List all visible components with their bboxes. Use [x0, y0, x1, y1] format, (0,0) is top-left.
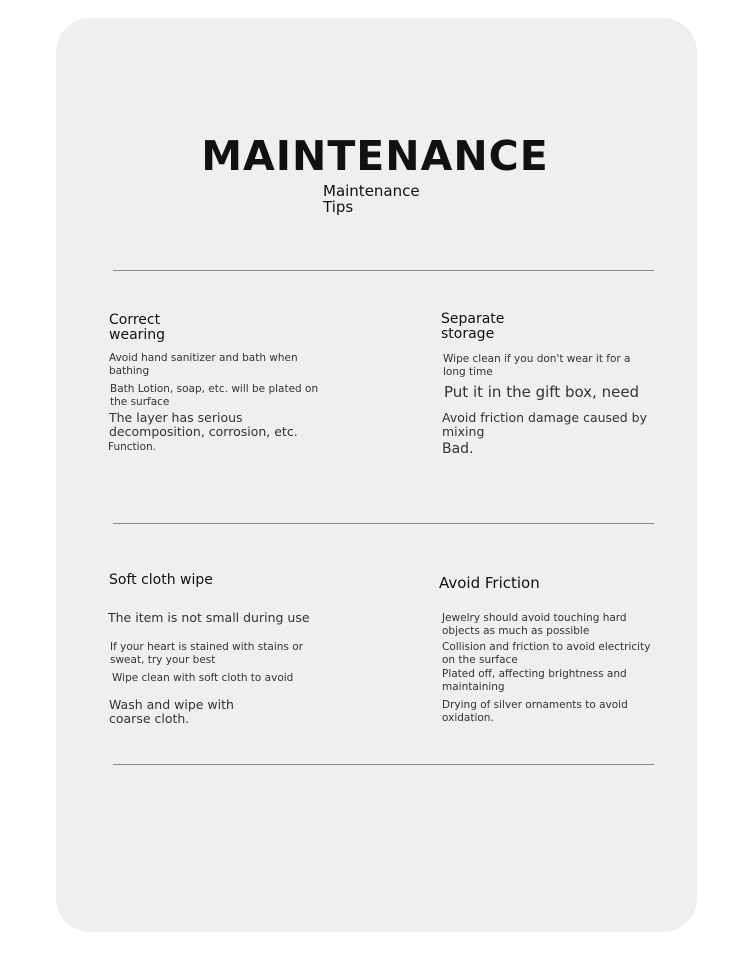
avoid-friction-text-1: Jewelry should avoid touching hard objects as much as possible [442, 612, 627, 637]
section-heading-soft-cloth-wipe: Soft cloth wipe [109, 572, 213, 588]
avoid-friction-text-4: Drying of silver ornaments to avoid oxidation. [442, 699, 628, 724]
page-title: MAINTENANCE [201, 132, 549, 180]
soft-cloth-text-4: Wash and wipe with coarse cloth. [109, 697, 234, 726]
separate-storage-text-2: Put it in the gift box, need [444, 383, 640, 401]
subtitle-line: Maintenance [323, 182, 420, 200]
correct-wearing-text-4: Function. [108, 441, 156, 453]
page-subtitle [323, 183, 443, 215]
subtitle-line: Tips [323, 198, 354, 216]
separate-storage-text-4: Bad. [442, 441, 474, 457]
separate-storage-text-3: Avoid friction damage caused by mixing [442, 410, 647, 439]
soft-cloth-text-1: The item is not small during use [108, 610, 310, 625]
divider-bottom [113, 764, 654, 765]
correct-wearing-text-1: Avoid hand sanitizer and bath when bathing [109, 352, 298, 377]
divider-middle [113, 523, 654, 524]
section-heading-correct-wearing: Correct wearing [109, 312, 166, 343]
section-heading-avoid-friction: Avoid Friction [439, 574, 540, 592]
correct-wearing-text-3: The layer has serious decomposition, corrosion, etc. [109, 410, 298, 439]
soft-cloth-text-3: Wipe clean with soft cloth to avoid [112, 672, 294, 684]
avoid-friction-text-2: Collision and friction to avoid electricity on the surface [442, 641, 651, 666]
section-heading-separate-storage: Separate storage [441, 311, 505, 342]
correct-wearing-text-2: Bath Lotion, soap, etc. will be plated on the surface [110, 383, 319, 408]
separate-storage-text-1: Wipe clean if you don't wear it for a long time [443, 353, 631, 378]
divider-top [113, 270, 654, 271]
avoid-friction-text-3: Plated off, affecting brightness and maintaining [442, 668, 627, 693]
soft-cloth-text-2: If your heart is stained with stains or sweat, try your best [110, 641, 303, 666]
